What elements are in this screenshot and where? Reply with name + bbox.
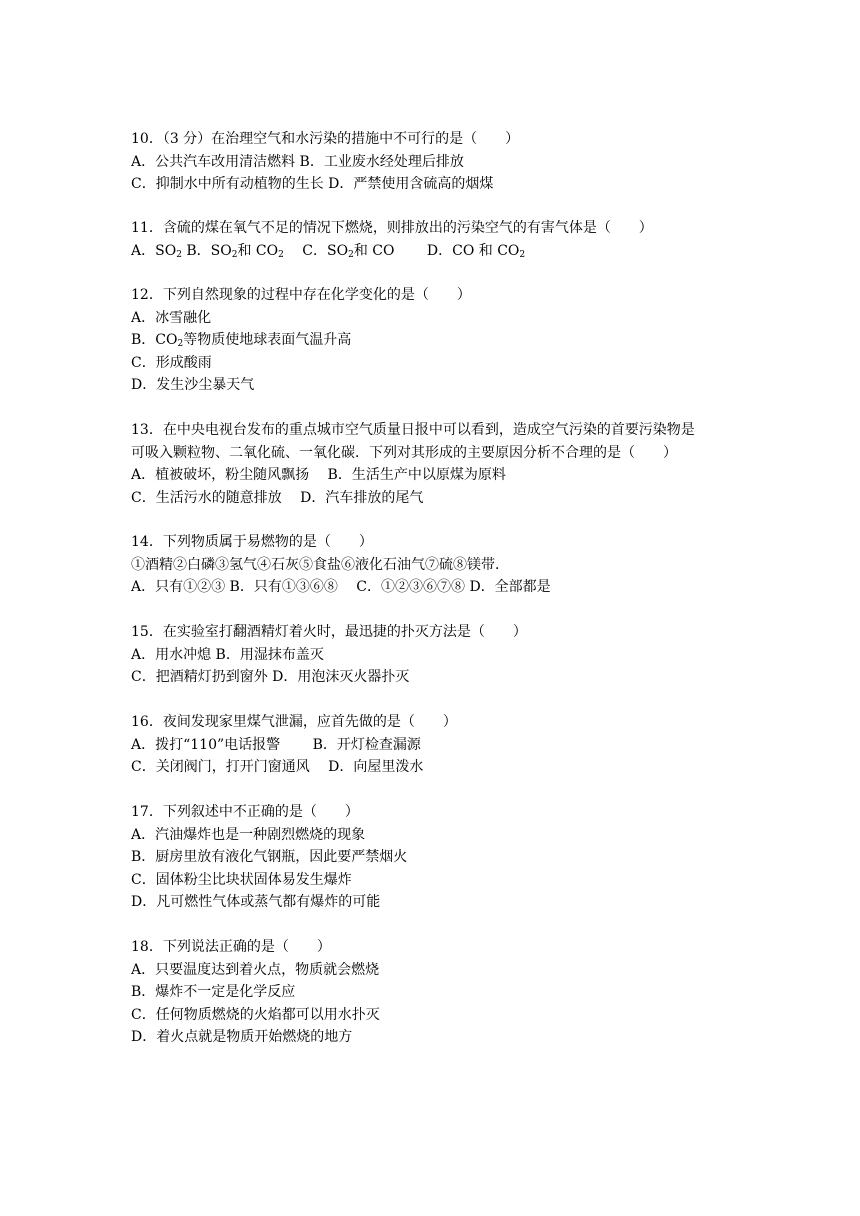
question-17	[131, 801, 771, 914]
question-stem-line-2: 可吸入颗粒物、二氧化硫、一氧化碳．下列对其形成的主要原因分析不合理的是（ ）	[131, 444, 677, 461]
options-ab: A．公共汽车改用清洁燃料 B．工业废水经处理后排放	[131, 153, 464, 170]
options-ab: A．拨打“110”电话报警 B．开灯检查漏源	[131, 736, 421, 753]
question-18	[131, 936, 771, 1049]
options-ab: A．植被破坏，粉尘随风飘扬 B．生活生产中以原煤为原料	[131, 467, 506, 484]
options-ab: A．用水冲熄 B．用湿抹布盖灭	[131, 646, 324, 663]
question-11	[131, 217, 771, 262]
option-b: B．$CO_2$等物质使地球表面气温升高	[131, 332, 352, 350]
question-stem: 12．下列自然现象的过程中存在化学变化的是（ ）	[131, 287, 471, 303]
option-a: A．冰雪融化	[131, 309, 212, 326]
question-12	[131, 284, 771, 397]
option-d: D．CO 和 $CO_2$	[426, 242, 526, 260]
option-b: B．爆炸不一定是化学反应	[131, 984, 296, 1001]
options-cd: C．抑制水中所有动植物的生长 D．严禁使用含硫高的烟煤	[131, 176, 494, 193]
options-cd: C．关闭阀门，打开门窗通风 D．向屋里泼水	[131, 759, 424, 776]
option-d: D．凡可燃性气体或蒸气都有爆炸的可能	[131, 894, 381, 911]
question-stem: 18．下列说法正确的是（ ）	[131, 939, 331, 955]
option-c: C．形成酸雨	[131, 354, 212, 371]
options-line: A．只有①②③ B．只有①③⑥⑧ C．①②③⑥⑦⑧ D．全部都是	[131, 579, 551, 596]
question-stem: 17．下列叙述中不正确的是（ ）	[131, 804, 359, 820]
option-d: D．发生沙尘暴天气	[131, 377, 255, 394]
option-d: D．着火点就是物质开始燃烧的地方	[131, 1029, 353, 1046]
question-15	[131, 621, 771, 689]
question-stem: 11．含硫的煤在氧气不足的情况下燃烧，则排放出的污染空气的有害气体是（ ）	[131, 220, 653, 236]
question-stem-line-1: 13．在中央电视台发布的重点城市空气质量日报中可以看到，造成空气污染的首要污染物是	[131, 422, 695, 438]
option-c: C．$SO_2$和 CO	[302, 242, 395, 260]
option-c: C．固体粉尘比块状固体易发生爆炸	[131, 871, 352, 888]
option-b: B．厨房里放有液化气钢瓶，因此要严禁烟火	[131, 849, 408, 866]
question-13	[131, 419, 771, 509]
question-10	[131, 128, 771, 196]
question-stem: 15．在实验室打翻酒精灯着火时，最迅捷的扑灭方法是（ ）	[131, 624, 527, 640]
question-14	[131, 531, 771, 599]
question-16	[131, 711, 771, 779]
question-stem: 10．（3 分）在治理空气和水污染的措施中不可行的是（ ）	[131, 131, 520, 147]
option-a: A．汽油爆炸也是一种剧烈燃烧的现象	[131, 826, 366, 843]
options-cd: C．把酒精灯扔到窗外 D．用泡沫灭火器扑灭	[131, 669, 410, 686]
option-a: A．只要温度达到着火点，物质就会燃烧	[131, 961, 380, 978]
option-b: B．$SO_2$和 $CO_2$	[186, 242, 284, 260]
question-stem: 16．夜间发现家里煤气泄漏，应首先做的是（ ）	[131, 714, 457, 730]
options-cd: C．生活污水的随意排放 D．汽车排放的尾气	[131, 489, 424, 506]
option-c: C．任何物质燃烧的火焰都可以用水扑灭	[131, 1006, 380, 1023]
substance-list: ①酒精②白磷③氢气④石灰⑤食盐⑥液化石油气⑦硫⑧镁带．	[131, 556, 509, 573]
options-line	[131, 240, 771, 263]
question-stem: 14．下列物质属于易燃物的是（ ）	[131, 534, 373, 550]
option-a: A．$SO_2$	[131, 242, 182, 260]
